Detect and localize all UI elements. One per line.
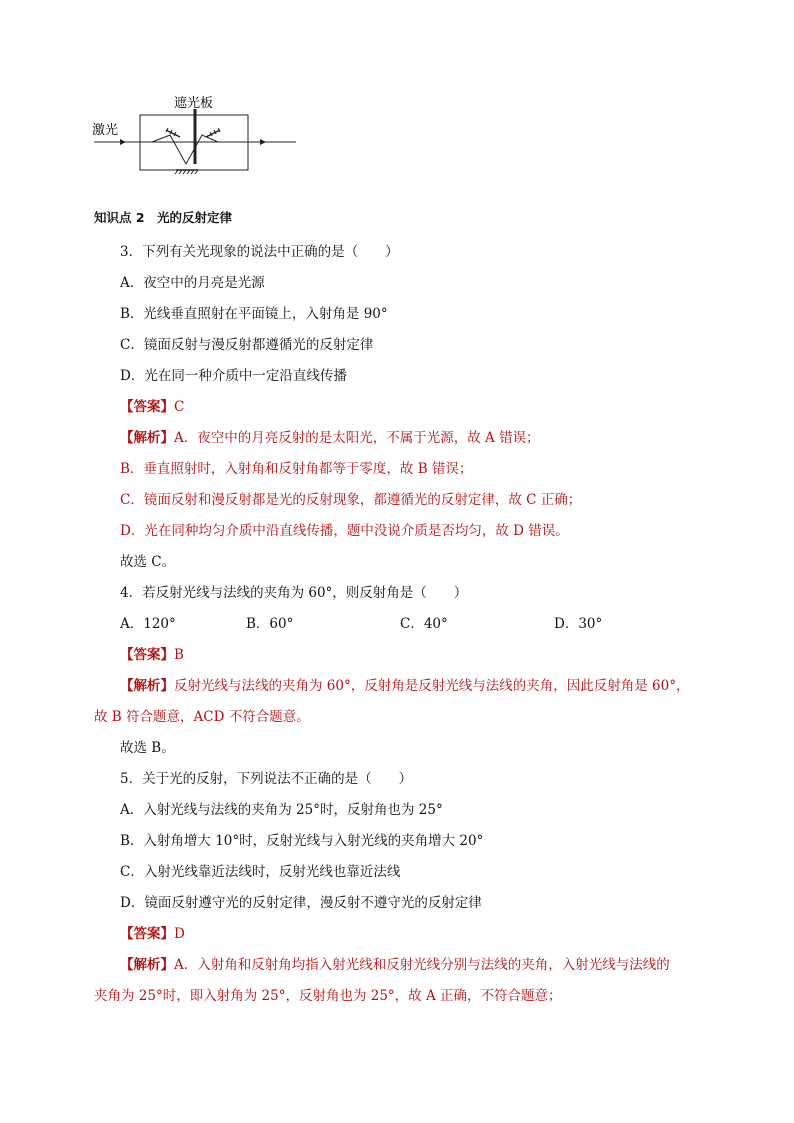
q3-analysis-line: D．光在同种均匀介质中沿直线传播，题中没说介质是否均匀，故 D 错误。 [120,523,569,539]
analysis-tag: 【解析】 [120,678,174,694]
q3-analysis-line: C．镜面反射和漫反射都是光的反射现象，都遵循光的反射定律，故 C 正确； [120,492,582,508]
q5-analysis-line: 夹角为 25°时，即入射角为 25°，反射角也为 25°，故 A 正确，不符合题意； [94,988,562,1004]
q5-analysis-line [120,955,670,975]
arrow-icon [260,139,266,145]
answer-value: D [174,926,185,942]
q5-option-d: D．镜面反射遵守光的反射定律，漫反射不遵守光的反射定律 [120,895,482,911]
analysis-text: A．入射角和反射角均指入射光线和反射光线分别与法线的夹角，入射光线与法线的 [174,957,670,973]
q4-analysis-line [120,676,689,696]
analysis-tag: 【解析】 [120,430,174,446]
q3-analysis-line [120,428,540,448]
q3-stem: 3．下列有关光现象的说法中正确的是（ ） [120,244,399,260]
q5-stem: 5．关于光的反射，下列说法不正确的是（ ） [120,771,413,787]
q3-option-a: A．夜空中的月亮是光源 [120,275,265,291]
q3-option-b: B．光线垂直照射在平面镜上，入射角是 90° [120,306,388,322]
reflection-path [152,135,218,164]
optics-diagram [90,92,310,182]
q4-analysis-line: 故 B 符合题意，ACD 不符合题意。 [94,709,310,725]
q3-analysis-line: B．垂直照射时，入射角和反射角都等于零度，故 B 错误； [120,461,473,477]
answer-value: B [174,647,184,663]
q5-option-b: B．入射角增大 10°时，反射光线与入射光线的夹角增大 20° [120,833,484,849]
answer-tag: 【答案】 [120,647,174,663]
q4-answer [120,645,184,665]
analysis-text: A．夜空中的月亮反射的是太阳光，不属于光源，故 A 错误； [174,430,540,446]
q4-option-a: A．120° [120,616,176,632]
q5-option-a: A．入射光线与法线的夹角为 25°时，反射角也为 25° [120,802,443,818]
q3-conclusion: 故选 C。 [120,554,176,570]
q5-option-c: C．入射光线靠近法线时，反射光线也靠近法线 [120,864,401,880]
q4-option-d: D．30° [554,616,603,632]
q4-conclusion: 故选 B。 [120,740,175,756]
section-title: 知识点 2 光的反射定律 [94,210,233,225]
q3-option-d: D．光在同一种介质中一定沿直线传播 [120,368,347,384]
laser-label: 激光 [92,123,119,138]
answer-value: C [174,399,185,415]
shield-label: 遮光板 [174,96,214,111]
analysis-tag: 【解析】 [120,957,174,973]
answer-tag: 【答案】 [120,926,174,942]
mirror-right [206,130,220,137]
q5-answer [120,924,185,944]
analysis-text: 反射光线与法线的夹角为 60°，反射角是反射光线与法线的夹角，因此反射角是 60°， [174,678,690,694]
q4-stem: 4．若反射光线与法线的夹角为 60°，则反射角是（ ） [120,585,468,601]
q3-option-c: C．镜面反射与漫反射都遵循光的反射定律 [120,337,374,353]
arrow-icon [120,139,126,145]
q4-option-b: B．60° [246,616,294,632]
q3-answer [120,397,184,417]
q4-option-c: C．40° [400,616,448,632]
answer-tag: 【答案】 [120,399,174,415]
